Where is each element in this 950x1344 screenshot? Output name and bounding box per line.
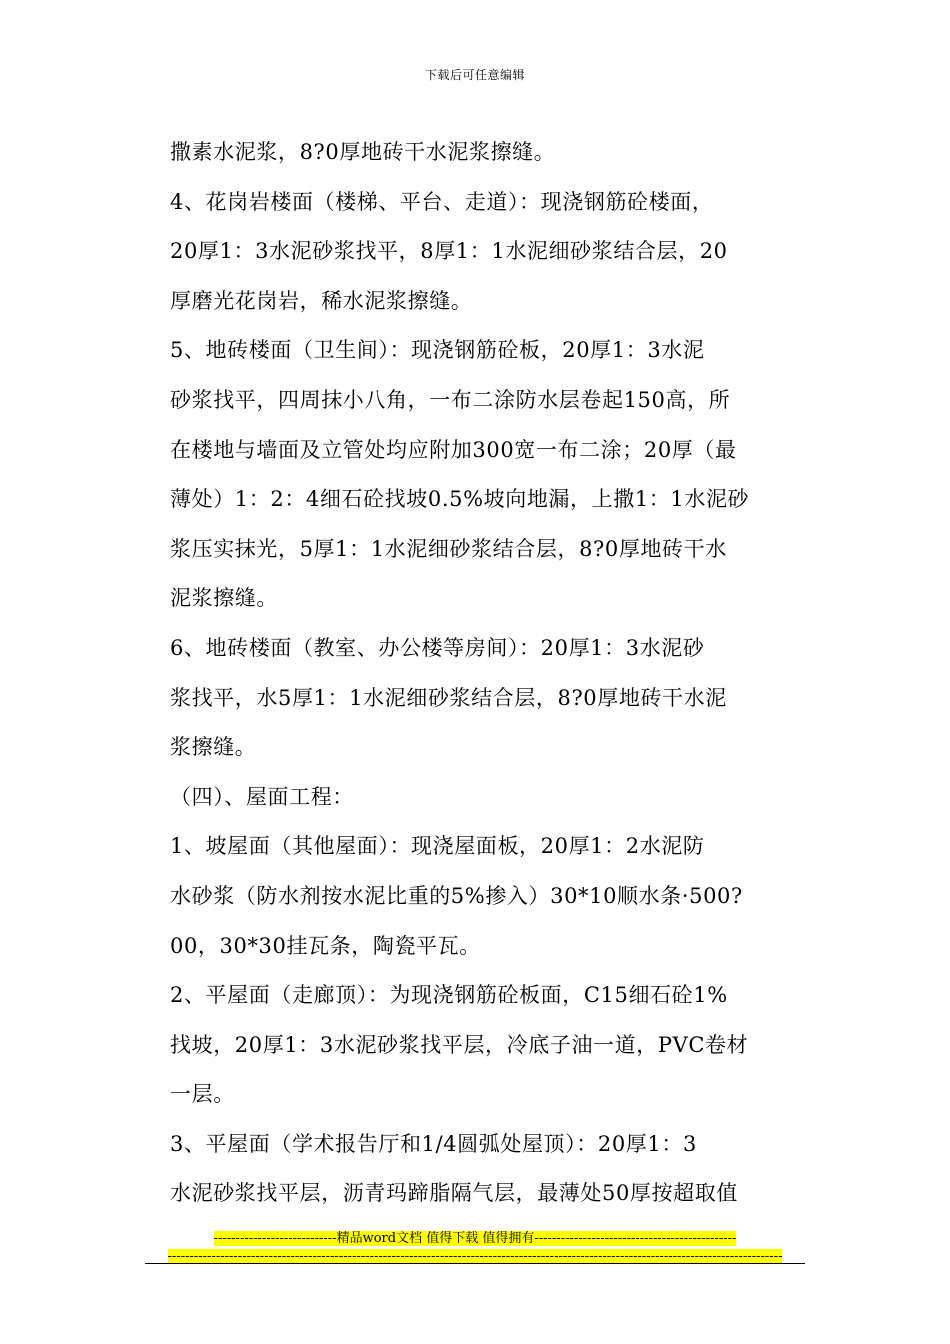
text-line: 在楼地与墙面及立管处均应附加300宽一布二涂；20厚（最 bbox=[170, 437, 737, 462]
text-line: 砂浆找平，四周抹小八角，一布二涂防水层卷起150高，所 bbox=[170, 387, 731, 412]
text-line: 3、平屋面（学术报告厅和1/4圆弧处屋顶）：20厚1：3 bbox=[170, 1131, 697, 1156]
footer-rule bbox=[145, 1263, 805, 1264]
text-line: 00，30*30挂瓦条，陶瓷平瓦。 bbox=[170, 933, 481, 958]
text-line: 厚磨光花岗岩，稀水泥浆擦缝。 bbox=[170, 288, 473, 313]
text-line: 泥浆擦缝。 bbox=[170, 586, 278, 611]
text-line: 浆压实抹光，5厚1：1水泥细砂浆结合层，8?0厚地砖干水 bbox=[170, 536, 727, 561]
footer-banner bbox=[0, 1227, 950, 1246]
text-line: 1、坡屋面（其他屋面）：现浇屋面板，20厚1：2水泥防 bbox=[170, 834, 705, 859]
text-line: 一层。 bbox=[170, 1082, 235, 1107]
text-line: 薄处）1：2：4细石砼找坡0.5%坡向地漏，上撒1：1水泥砂 bbox=[170, 487, 750, 512]
text-line: 5、地砖楼面（卫生间）：现浇钢筋砼板，20厚1：3水泥 bbox=[170, 338, 705, 363]
text-line: 6、地砖楼面（教室、办公楼等房间）：20厚1：3水泥砂 bbox=[170, 635, 705, 660]
text-line: 水泥砂浆找平层，沥青玛蹄脂隔气层，最薄处50厚按超取值 bbox=[170, 1181, 738, 1206]
text-line: （四）、屋面工程： bbox=[170, 784, 354, 809]
text-line: 4、花岗岩楼面（楼梯、平台、走道）：现浇钢筋砼楼面， bbox=[170, 189, 714, 214]
text-line: 2、平屋面（走廊顶）：为现浇钢筋砼板面，C15细石砼1% bbox=[170, 983, 728, 1008]
page-header: 下载后可任意编辑 bbox=[424, 68, 525, 82]
document-body bbox=[170, 128, 810, 1219]
text-line: 找坡，20厚1：3水泥砂浆找平层，冷底子油一道，PVC卷材 bbox=[170, 1032, 749, 1057]
text-line: 浆找平，水5厚1：1水泥细砂浆结合层，8?0厚地砖干水泥 bbox=[170, 685, 727, 710]
text-line: 水砂浆（防水剂按水泥比重的5%掺入）30*10顺水条·500? bbox=[170, 883, 743, 908]
footer-banner-text: ----------------------------精品word文档 值得下载 值得拥有---------------------------------------------- bbox=[213, 1231, 737, 1246]
text-line: 20厚1：3水泥砂浆找平，8厚1：1水泥细砂浆结合层，20 bbox=[170, 239, 728, 264]
footer-dash-line bbox=[0, 1245, 950, 1264]
footer-dash-text: -------------------------------------------------------------------------------------------------------------------------------------------- bbox=[167, 1249, 783, 1264]
text-line: 浆擦缝。 bbox=[170, 735, 257, 760]
text-line: 撒素水泥浆，8?0厚地砖干水泥浆擦缝。 bbox=[170, 140, 556, 164]
